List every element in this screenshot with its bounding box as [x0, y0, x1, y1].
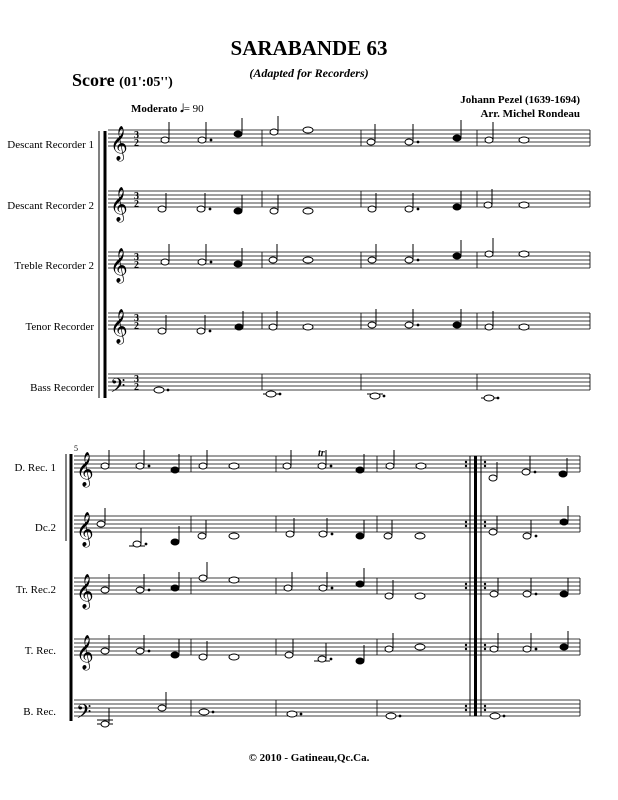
- svg-text:3: 3: [134, 191, 139, 202]
- composer-credit: Johann Pezel (1639-1694): [460, 94, 580, 106]
- part-name-bass: Bass Recorder: [30, 382, 94, 394]
- system-1-bracket: [99, 131, 105, 398]
- svg-text:2: 2: [134, 138, 139, 149]
- subtitle: (Adapted for Recorders): [249, 66, 369, 80]
- treble-clef-icon: 𝄞: [110, 248, 128, 283]
- part-name-short-t-rec: T. Rec.: [24, 645, 56, 657]
- treble-clef-icon: 𝄞: [110, 187, 128, 222]
- copyright-footer: © 2010 - Gatineau,Qc.Ca.: [248, 752, 370, 764]
- treble-clef-icon: 𝄞: [76, 574, 94, 609]
- svg-text:2: 2: [134, 260, 139, 271]
- tempo-value: = 90: [183, 103, 204, 115]
- arranger-credit: Arr. Michel Rondeau: [480, 108, 580, 120]
- bass-clef-icon: 𝄢: [110, 374, 126, 402]
- svg-text:2: 2: [134, 382, 139, 393]
- bass-clef-icon: 𝄢: [76, 700, 92, 728]
- part-name-short-tr-rec-2: Tr. Rec.2: [15, 584, 56, 596]
- treble-clef-icon: 𝄞: [76, 635, 94, 670]
- part-name-treble-2: Treble Recorder 2: [14, 260, 94, 272]
- duration: (01':05''): [119, 75, 173, 90]
- svg-text:2: 2: [134, 199, 139, 210]
- system-1-clefs: [110, 126, 128, 402]
- part-name-short-d-rec-1: D. Rec. 1: [14, 462, 56, 474]
- svg-text:3: 3: [134, 374, 139, 385]
- measure-number: 5: [74, 444, 78, 453]
- svg-text:3: 3: [134, 252, 139, 263]
- system-1-notes: [154, 116, 529, 401]
- treble-clef-icon: 𝄞: [110, 309, 128, 344]
- part-name-short-b-rec: B. Rec.: [23, 706, 56, 718]
- trill-ornament: tr: [318, 448, 325, 459]
- part-name-tenor: Tenor Recorder: [25, 321, 94, 333]
- system-2-notes: [97, 450, 568, 727]
- score-label: Score: [72, 70, 115, 90]
- part-name-short-dc-2: Dc.2: [34, 522, 56, 534]
- treble-clef-icon: 𝄞: [76, 452, 94, 487]
- svg-text:3: 3: [134, 130, 139, 141]
- system-1-staves: [108, 130, 590, 390]
- system-2-bracket: [66, 454, 71, 721]
- treble-clef-icon: 𝄞: [110, 126, 128, 161]
- treble-clef-icon: 𝄞: [76, 512, 94, 547]
- tempo-word: Moderato: [131, 103, 178, 115]
- svg-text:2: 2: [134, 321, 139, 332]
- half-note-icon: 𝅗𝅥: [180, 103, 184, 115]
- svg-text:3: 3: [134, 313, 139, 324]
- part-name-descant-2: Descant Recorder 2: [7, 200, 94, 212]
- system-2-clefs: [76, 452, 94, 728]
- part-name-descant-1: Descant Recorder 1: [7, 139, 94, 151]
- piece-title: SARABANDE 63: [230, 36, 388, 60]
- system-1-time-signatures: [134, 130, 139, 393]
